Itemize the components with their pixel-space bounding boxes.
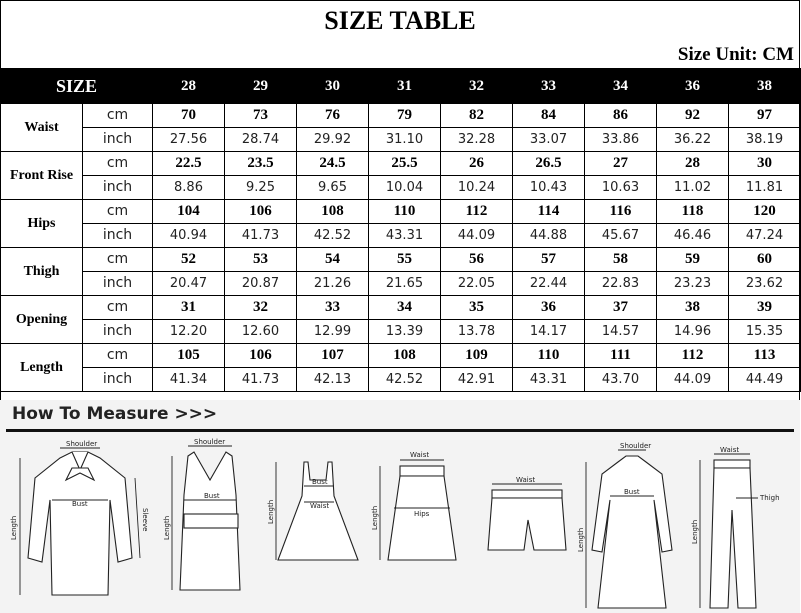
table-cell: 26: [441, 152, 513, 176]
skirt-illustration: [368, 440, 468, 610]
size-header-label: SIZE: [1, 69, 153, 104]
table-cell: 106: [225, 200, 297, 224]
table-cell: 82: [441, 104, 513, 128]
table-cell: 118: [657, 200, 729, 224]
hips-label: Hips: [414, 510, 430, 518]
table-cell: 21.26: [297, 272, 369, 296]
table-cell: 42.91: [441, 368, 513, 392]
how-to-measure-section: [0, 400, 800, 613]
table-cell: 105: [153, 344, 225, 368]
sleeve-label: Sleeve: [141, 508, 149, 532]
table-cell: 11.02: [657, 176, 729, 200]
table-cell: 86: [585, 104, 657, 128]
table-cell: 104: [153, 200, 225, 224]
table-cell: 53: [225, 248, 297, 272]
table-cell: 57: [513, 248, 585, 272]
table-cell: 107: [297, 344, 369, 368]
table-cell: 42.52: [369, 368, 441, 392]
table-row: [1, 368, 801, 392]
table-cell: 45.67: [585, 224, 657, 248]
size-header-cell: 32: [441, 69, 513, 104]
waist-label: Waist: [410, 451, 430, 459]
table-cell: 34: [369, 296, 441, 320]
table-cell: 12.99: [297, 320, 369, 344]
table-cell: 22.5: [153, 152, 225, 176]
table-cell: 110: [369, 200, 441, 224]
shorts-illustration: [478, 440, 578, 610]
table-cell: 8.86: [153, 176, 225, 200]
table-row: [1, 320, 801, 344]
table-cell: 10.04: [369, 176, 441, 200]
table-cell: 14.17: [513, 320, 585, 344]
table-cell: 12.20: [153, 320, 225, 344]
table-cell: 44.88: [513, 224, 585, 248]
table-cell: 36.22: [657, 128, 729, 152]
table-cell: 44.49: [729, 368, 801, 392]
table-cell: 29.92: [297, 128, 369, 152]
shoulder-label: Shoulder: [620, 442, 652, 450]
table-cell: 22.83: [585, 272, 657, 296]
row-label: Waist: [1, 104, 83, 152]
table-cell: 10.63: [585, 176, 657, 200]
table-row: [1, 176, 801, 200]
length-label: Length: [577, 527, 585, 552]
table-cell: 26.5: [513, 152, 585, 176]
size-table: [0, 68, 801, 392]
size-header-cell: 38: [729, 69, 801, 104]
table-cell: 23.5: [225, 152, 297, 176]
unit-cell: cm: [83, 248, 153, 272]
table-cell: 10.43: [513, 176, 585, 200]
table-cell: 14.96: [657, 320, 729, 344]
table-cell: 44.09: [657, 368, 729, 392]
waist-label: Waist: [516, 476, 536, 484]
table-cell: 13.39: [369, 320, 441, 344]
table-row: [1, 344, 801, 368]
table-cell: 116: [585, 200, 657, 224]
table-cell: 108: [369, 344, 441, 368]
table-cell: 22.05: [441, 272, 513, 296]
shoulder-label: Shoulder: [66, 440, 98, 448]
table-cell: 44.09: [441, 224, 513, 248]
table-cell: 109: [441, 344, 513, 368]
table-cell: 41.73: [225, 368, 297, 392]
length-label: Length: [163, 515, 171, 540]
size-header-cell: 33: [513, 69, 585, 104]
table-cell: 120: [729, 200, 801, 224]
table-cell: 33: [297, 296, 369, 320]
table-row: [1, 152, 801, 176]
table-cell: 31: [153, 296, 225, 320]
shirt-illustration: [10, 440, 150, 610]
table-cell: 110: [513, 344, 585, 368]
table-cell: 23.23: [657, 272, 729, 296]
size-header-cell: 31: [369, 69, 441, 104]
table-cell: 73: [225, 104, 297, 128]
table-cell: 11.81: [729, 176, 801, 200]
bust-label: Bust: [204, 492, 220, 500]
table-row: [1, 128, 801, 152]
row-label: Opening: [1, 296, 83, 344]
table-cell: 10.24: [441, 176, 513, 200]
bust-label: Bust: [624, 488, 640, 496]
size-header-cell: 28: [153, 69, 225, 104]
table-cell: 40.94: [153, 224, 225, 248]
unit-cell: cm: [83, 152, 153, 176]
length-label: Length: [10, 515, 18, 540]
table-cell: 32.28: [441, 128, 513, 152]
size-unit-label: Size Unit: CM: [677, 44, 794, 65]
table-cell: 60: [729, 248, 801, 272]
table-cell: 27.56: [153, 128, 225, 152]
table-cell: 15.35: [729, 320, 801, 344]
table-cell: 54: [297, 248, 369, 272]
size-header-cell: 30: [297, 69, 369, 104]
table-cell: 111: [585, 344, 657, 368]
table-cell: 41.73: [225, 224, 297, 248]
table-cell: 39: [729, 296, 801, 320]
table-cell: 92: [657, 104, 729, 128]
table-cell: 43.31: [513, 368, 585, 392]
size-header-cell: 36: [657, 69, 729, 104]
table-cell: 32: [225, 296, 297, 320]
unit-cell: cm: [83, 200, 153, 224]
table-cell: 56: [441, 248, 513, 272]
table-cell: 114: [513, 200, 585, 224]
page-title: SIZE TABLE: [324, 6, 476, 35]
table-cell: 112: [441, 200, 513, 224]
table-cell: 28: [657, 152, 729, 176]
table-cell: 37: [585, 296, 657, 320]
table-cell: 9.65: [297, 176, 369, 200]
table-cell: 43.70: [585, 368, 657, 392]
shoulder-label: Shoulder: [194, 438, 226, 446]
row-label: Front Rise: [1, 152, 83, 200]
table-cell: 59: [657, 248, 729, 272]
table-cell: 108: [297, 200, 369, 224]
table-cell: 20.47: [153, 272, 225, 296]
unit-cell: inch: [83, 320, 153, 344]
row-label: Length: [1, 344, 83, 392]
how-to-measure-title: How To Measure >>>: [12, 404, 218, 424]
table-cell: 38.19: [729, 128, 801, 152]
table-cell: 76: [297, 104, 369, 128]
table-cell: 55: [369, 248, 441, 272]
table-cell: 27: [585, 152, 657, 176]
bust-label: Bust: [72, 500, 88, 508]
unit-cell: cm: [83, 344, 153, 368]
table-cell: 30: [729, 152, 801, 176]
table-cell: 79: [369, 104, 441, 128]
dress-illustration: [268, 440, 368, 610]
section-divider: [6, 429, 794, 432]
table-cell: 12.60: [225, 320, 297, 344]
table-cell: 23.62: [729, 272, 801, 296]
table-cell: 97: [729, 104, 801, 128]
table-row: [1, 248, 801, 272]
table-cell: 41.34: [153, 368, 225, 392]
table-cell: 36: [513, 296, 585, 320]
table-row: [1, 224, 801, 248]
table-cell: 52: [153, 248, 225, 272]
table-cell: 42.52: [297, 224, 369, 248]
unit-cell: inch: [83, 272, 153, 296]
table-cell: 112: [657, 344, 729, 368]
coat-illustration: [577, 440, 680, 610]
table-row: [1, 272, 801, 296]
table-cell: 84: [513, 104, 585, 128]
row-label: Thigh: [1, 248, 83, 296]
table-cell: 31.10: [369, 128, 441, 152]
table-cell: 33.07: [513, 128, 585, 152]
table-row: [1, 104, 801, 128]
unit-cell: inch: [83, 128, 153, 152]
unit-cell: inch: [83, 224, 153, 248]
table-cell: 35: [441, 296, 513, 320]
length-label: Length: [691, 519, 699, 544]
table-cell: 43.31: [369, 224, 441, 248]
bust-label: Bust: [312, 478, 328, 486]
table-cell: 46.46: [657, 224, 729, 248]
size-header-cell: 29: [225, 69, 297, 104]
table-cell: 70: [153, 104, 225, 128]
size-header-row: [1, 69, 801, 104]
unit-cell: cm: [83, 104, 153, 128]
table-cell: 113: [729, 344, 801, 368]
table-cell: 106: [225, 344, 297, 368]
waist-label: Waist: [310, 502, 330, 510]
table-cell: 14.57: [585, 320, 657, 344]
table-cell: 33.86: [585, 128, 657, 152]
table-row: [1, 200, 801, 224]
table-cell: 25.5: [369, 152, 441, 176]
row-label: Hips: [1, 200, 83, 248]
waist-label: Waist: [720, 446, 740, 454]
pants-illustration: [690, 440, 790, 610]
table-cell: 38: [657, 296, 729, 320]
length-label: Length: [371, 505, 379, 530]
table-cell: 22.44: [513, 272, 585, 296]
table-cell: 28.74: [225, 128, 297, 152]
size-header-cell: 34: [585, 69, 657, 104]
table-cell: 20.87: [225, 272, 297, 296]
table-row: [1, 296, 801, 320]
table-cell: 9.25: [225, 176, 297, 200]
table-cell: 24.5: [297, 152, 369, 176]
tank-top-illustration: [160, 440, 260, 610]
table-cell: 47.24: [729, 224, 801, 248]
table-cell: 21.65: [369, 272, 441, 296]
unit-cell: inch: [83, 368, 153, 392]
unit-cell: cm: [83, 296, 153, 320]
unit-cell: inch: [83, 176, 153, 200]
table-cell: 13.78: [441, 320, 513, 344]
table-cell: 42.13: [297, 368, 369, 392]
length-label: Length: [267, 499, 275, 524]
thigh-label: Thigh: [760, 494, 780, 502]
table-cell: 58: [585, 248, 657, 272]
